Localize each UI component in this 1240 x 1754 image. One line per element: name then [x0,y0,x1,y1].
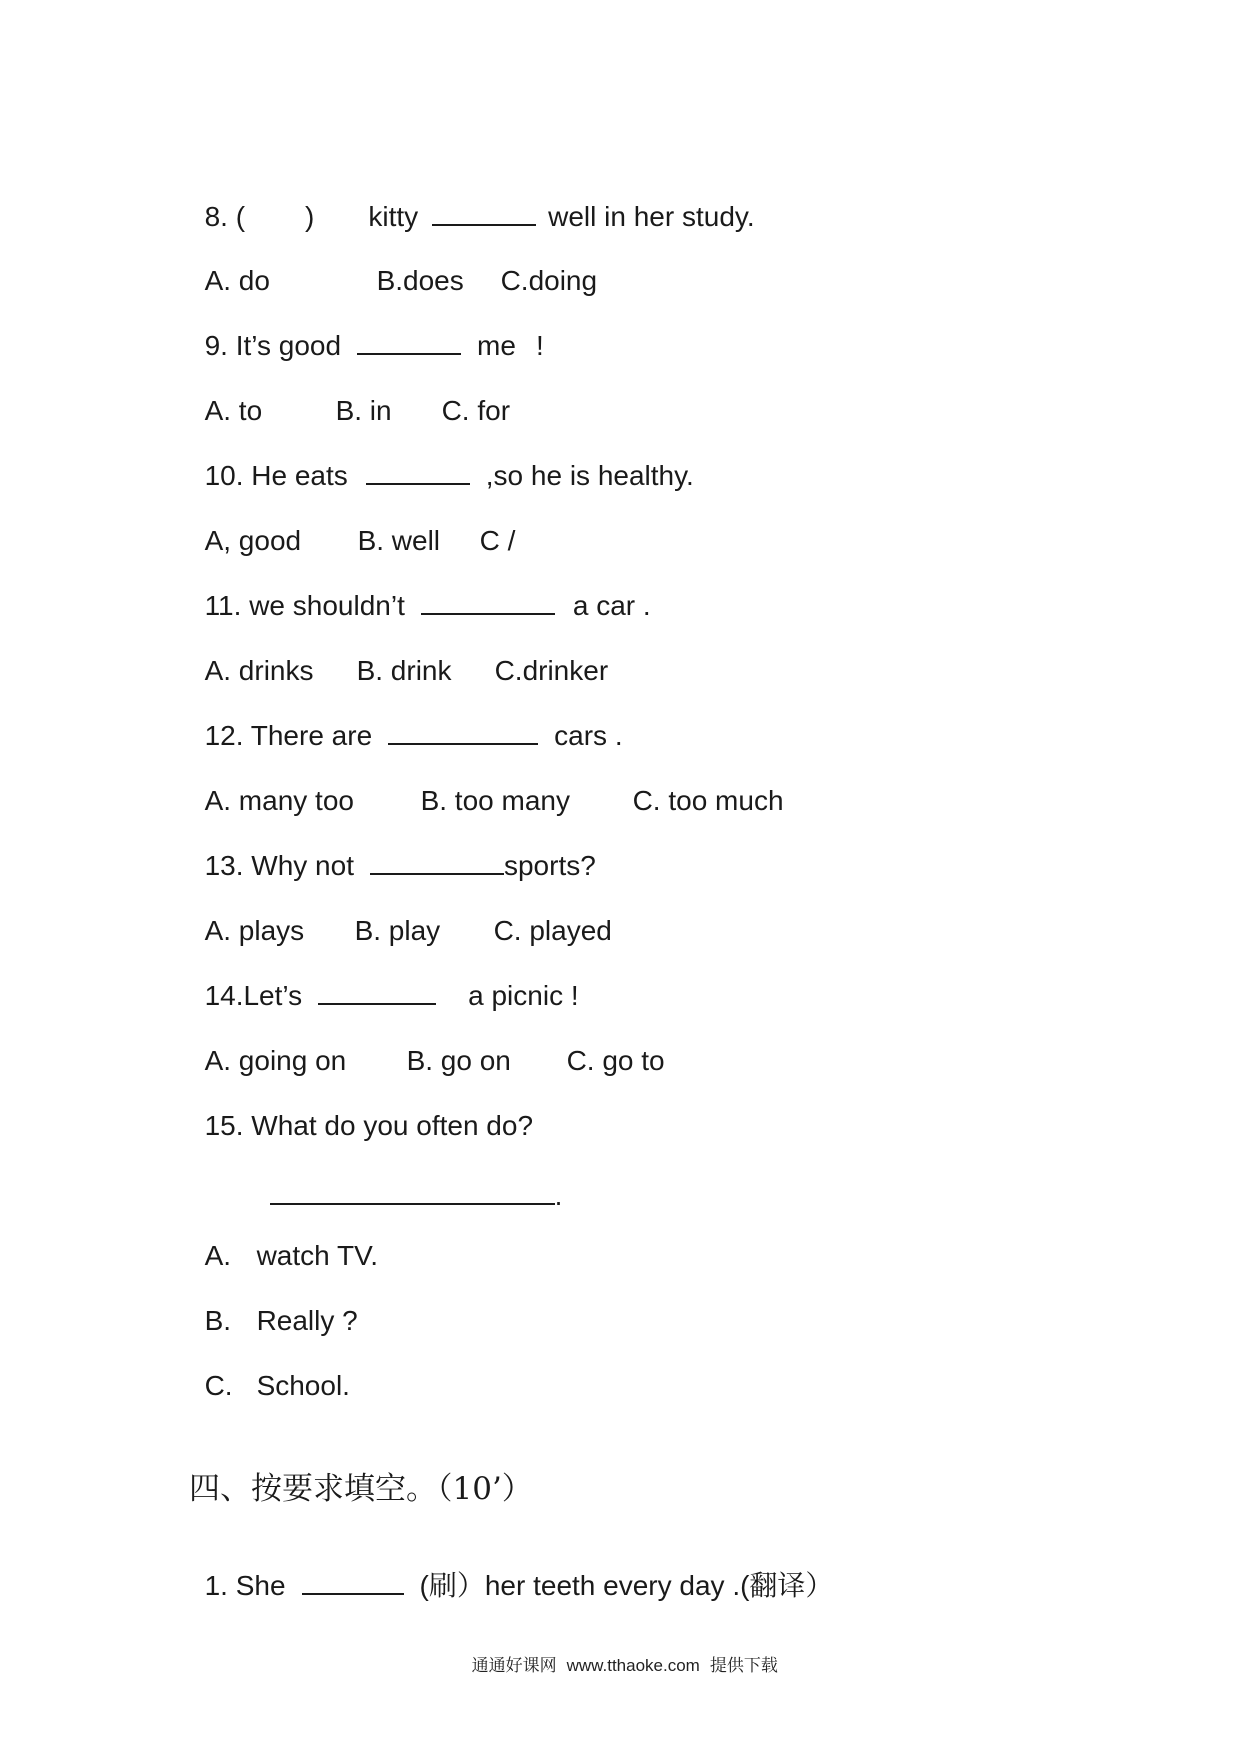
question-9 [189,295,544,363]
answer-blank[interactable] [370,851,504,875]
question-text-tail: a picnic ! [468,980,579,1011]
question-number: 8. ( [204,201,246,232]
answer-blank[interactable] [302,1571,404,1595]
question-text-tail: sports? [503,850,596,881]
question-text: 9. It’s good [204,330,342,361]
page-footer [0,1633,1240,1677]
answer-blank[interactable] [421,591,555,615]
question-text: 15. What do you often do? [204,1110,534,1141]
option-c: C.drinker [494,655,609,686]
options-12 [189,750,784,818]
question-14 [189,945,579,1013]
footer-suffix: 提供下载 [709,1656,778,1675]
question-13 [189,815,596,883]
option-b: B.does [376,265,464,296]
option-a: A. going on [204,1045,347,1076]
footer-url[interactable]: www.tthaoke.com [566,1656,700,1675]
option-c: C. played [493,915,612,946]
option-c: C. for [441,395,511,426]
answer-period: . [554,1180,563,1211]
option-text: Really ? [256,1305,358,1336]
option-letter: A. [204,1240,232,1271]
question-text-tail: well in her study. [548,201,755,232]
answer-line-15 [254,1145,562,1213]
answer-blank[interactable] [270,1181,555,1205]
option-a: A. to [204,395,263,426]
answer-blank[interactable] [388,721,538,745]
exclamation-mark: ! [535,330,544,361]
option-a: A. plays [204,915,305,946]
option-b: B. well [357,525,441,556]
question-15 [189,1075,533,1143]
question-8 [189,166,755,234]
options-11 [189,620,608,688]
options-13 [189,880,612,948]
question-text: 1. She [204,1570,286,1601]
option-b: B. go on [406,1045,511,1076]
option-letter: B. [204,1305,232,1336]
option-b: B. too many [420,785,570,816]
option-text: School. [256,1370,350,1401]
option-c: C. go to [566,1045,665,1076]
option-letter: C. [204,1370,233,1401]
question-text: 10. He eats [204,460,348,491]
question-text-tail: her teeth every day .(翻译） [484,1570,834,1601]
question-10 [189,425,694,493]
option-a: A. drinks [204,655,314,686]
question-text: kitty [368,201,419,232]
answer-blank[interactable] [357,331,461,355]
question-text-tail: ,so he is healthy. [485,460,694,491]
option-a: A. do [204,265,270,296]
option-a: A. many too [204,785,354,816]
options-8 [189,230,597,298]
option-15-b [189,1270,358,1338]
option-c: C. too much [632,785,784,816]
answer-blank[interactable] [318,981,436,1005]
option-c: C / [479,525,516,556]
options-14 [189,1010,665,1078]
footer-site-name: 通通好课网 [471,1656,557,1675]
option-a: A, good [204,525,302,556]
question-text: 14.Let’s [204,980,303,1011]
answer-blank[interactable] [432,202,536,226]
question-11 [189,555,651,623]
option-c: C.doing [500,265,598,296]
option-15-c [189,1335,350,1403]
question-text: 11. we shouldn’t [204,590,405,621]
option-b: B. play [354,915,441,946]
option-text: watch TV. [256,1240,378,1271]
answer-paren-close: ) [305,201,315,232]
options-9 [189,360,510,428]
hint-text: (刷） [419,1570,485,1601]
answer-blank[interactable] [366,461,470,485]
question-text: 13. Why not [204,850,354,881]
question-12 [189,685,623,753]
option-15-a [189,1205,378,1273]
question-text: 12. There are [204,720,373,751]
option-b: B. drink [356,655,452,686]
section-4-question-1 [189,1535,833,1603]
question-text-tail: cars . [554,720,623,751]
question-text-tail: a car . [572,590,651,621]
options-10 [189,490,515,558]
question-text-tail: me [477,330,516,361]
option-b: B. in [335,395,392,426]
section-4-title: 四、按要求填空。（10’） [189,1471,533,1507]
